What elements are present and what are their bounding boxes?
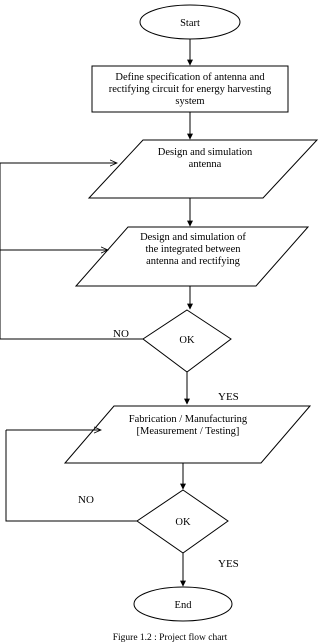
- design-integrated-text: [140, 232, 246, 267]
- node-text-line: Fabrication / Manufacturing: [128, 414, 248, 425]
- ok-decision-2-text: [175, 517, 191, 528]
- design-antenna-node: [89, 140, 317, 198]
- fabrication-node: [65, 406, 310, 463]
- define-specification-node: [92, 66, 288, 112]
- node-text-line: Start: [180, 18, 200, 29]
- node-text-line: the integrated between: [145, 244, 241, 255]
- figure-caption: Figure 1.2 : Project flow chart: [112, 633, 228, 643]
- end-text: [175, 600, 193, 611]
- design-integrated-node: [76, 227, 308, 286]
- node-text-line: [Measurement / Testing]: [136, 426, 240, 437]
- start-text: [180, 18, 200, 29]
- no-label-2: NO: [78, 494, 94, 506]
- ok-decision-1-text: [179, 335, 195, 346]
- ok-decision-2: [137, 490, 228, 553]
- end-node: [134, 587, 232, 621]
- node-text-line: antenna and rectifying: [146, 256, 240, 267]
- node-text-line: Design and simulation of: [140, 232, 246, 243]
- node-text-line: antenna: [188, 159, 222, 170]
- ok-decision-1: [143, 310, 231, 372]
- fabrication-text: [129, 414, 248, 437]
- yes-label-1: YES: [218, 391, 239, 403]
- node-text-line: End: [174, 600, 192, 611]
- no-label-1: NO: [113, 328, 129, 340]
- node-text-line: system: [175, 96, 205, 107]
- start-node: [140, 5, 240, 39]
- node-text-line: Define specification of antenna and: [115, 72, 265, 83]
- node-text-line: OK: [179, 335, 195, 346]
- node-text-line: OK: [175, 517, 191, 528]
- node-text-line: rectifying circuit for energy harvesting: [108, 84, 272, 95]
- yes-label-2: YES: [218, 558, 239, 570]
- node-text-line: Design and simulation: [157, 147, 253, 158]
